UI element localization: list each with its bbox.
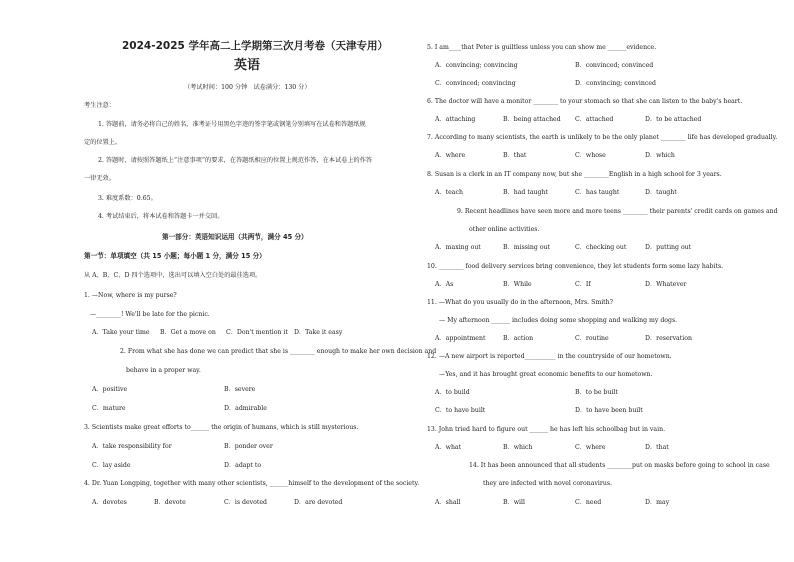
option-c: C．mature [92, 405, 126, 412]
question-stem: 14. It has been announced that all students ________put on masks before going to school in case [469, 462, 770, 469]
option-c: C．If [575, 281, 591, 288]
option-a: A．where [435, 152, 466, 159]
question-stem: 2. From what she has done we can predict that she is ________ enough to make her own decision and [120, 348, 437, 355]
option-d: D．reservation [645, 335, 692, 342]
notice-item-1: 1. 答题前，请务必将自己的姓名、准考证号用黑色字迹的签字笔或钢笔分别填写在试卷和答题纸规 [98, 121, 366, 128]
option-a: A．devotes [92, 499, 127, 506]
option-d: D．that [645, 444, 669, 451]
section1-heading: 第一节：单项填空（共 15 小题；每小题 1 分，满分 15 分） [84, 252, 266, 260]
option-c: C．where [575, 444, 606, 451]
question-stem: 10. ________ food delivery services bring convenience, they let students form some lazy habits. [427, 263, 724, 270]
exam-info: （考试时间：100 分钟 试卷满分：130 分） [184, 84, 311, 91]
option-b: B．convinced; convinced [575, 62, 654, 69]
option-a: A．take responsibility for [92, 443, 172, 450]
option-a: A．positive [92, 386, 128, 393]
option-b: B．which [503, 444, 533, 451]
option-d: D．convincing; convinced [575, 80, 656, 87]
notice-item-2-cont: 一律无效。 [84, 175, 115, 182]
option-b: B．action [503, 335, 534, 342]
option-a: A．to build [435, 389, 470, 396]
exam-title: 2024-2025 学年高二上学期第三次月考卷（天津专用） [122, 40, 388, 52]
option-b: B．severe [224, 386, 256, 393]
option-b: B．to be built [575, 389, 618, 396]
option-c: C．routine [575, 335, 609, 342]
question-stem: — My afternoon ______ includes doing some shopping and walking my dogs. [439, 317, 678, 324]
option-b: B．had taught [503, 189, 548, 196]
question-stem: —Yes, and it has brought great economic benefits to our hometown. [439, 371, 653, 378]
option-c: C．is devoted [224, 499, 267, 506]
option-a: A．shall [435, 499, 461, 506]
question-stem: 4. Dr. Yuan Longping, together with many other scientists, ______himself to the development of the society. [84, 480, 420, 487]
option-b: B．devote [154, 499, 186, 506]
notice-heading: 考生注意： [84, 102, 115, 109]
section1-instruction: 从 A、B、C、D 四个选项中，选出可以填入空白处的最佳选项。 [84, 272, 262, 279]
option-c: C．to have built [435, 407, 486, 414]
option-b: B．will [503, 499, 525, 506]
question-stem: 1. —Now, where is my purse? [84, 292, 177, 299]
notice-item-2: 2. 答题时，请按照答题纸上“注意事项”的要求，在答题纸相应的位置上规范作答，在本试卷上的作答 [98, 157, 373, 164]
notice-item-3: 3. 难度系数：0.65。 [98, 195, 157, 202]
question-stem: 3. Scientists make great efforts to______ the origin of humans, which is still mysterious. [84, 424, 359, 431]
option-b: B．While [503, 281, 532, 288]
option-a: A．Take your time [92, 329, 150, 336]
notice-item-4: 4. 考试结束后，将本试卷和答题卡一并交回。 [98, 213, 224, 220]
option-d: D．taught [645, 189, 677, 196]
option-a: A．convincing; convincing [435, 62, 518, 69]
question-stem: —________! We'll be late for the picnic. [90, 311, 210, 318]
option-d: D．may [645, 499, 670, 506]
question-stem: 8. Susan is a clerk in an IT company now, but she ________English in a high school for 3 years. [427, 171, 722, 178]
option-d: D．which [645, 152, 675, 159]
option-b: B．missing out [503, 244, 551, 251]
option-d: D．admirable [224, 405, 267, 412]
question-stem: 6. The doctor will have a monitor ________ to your stomach so that she can listen to the baby's heart. [427, 98, 743, 105]
option-a: A．As [435, 281, 454, 288]
question-stem: they are infected with novel coronavirus. [483, 480, 612, 487]
option-d: D．Take it easy [294, 329, 343, 336]
option-c: C．has taught [575, 189, 620, 196]
option-a: A．appointment [435, 335, 486, 342]
option-d: D．to have been built [575, 407, 643, 414]
option-b: B．being attached [503, 116, 561, 123]
option-a: A．maxing out [435, 244, 481, 251]
question-stem: behave in a proper way. [126, 367, 201, 374]
option-a: A．attaching [435, 116, 476, 123]
question-stem: other online activities. [469, 226, 540, 233]
option-c: C．checking out [575, 244, 627, 251]
option-d: D．to be attached [645, 116, 702, 123]
question-stem: 5. I am____that Peter is guiltless unless you can show me ______evidence. [427, 44, 657, 51]
option-c: C．attached [575, 116, 614, 123]
option-a: A．what [435, 444, 462, 451]
question-stem: 11. —What do you usually do in the afternoon, Mrs. Smith? [427, 299, 613, 306]
question-stem: 9. Recent headlines have seen more and more teens ________ their parents' credit cards on games and [457, 208, 778, 215]
option-b: B．that [503, 152, 527, 159]
question-stem: 13. John tried hard to figure out ______ he has left his schoolbag but in vain. [427, 426, 666, 433]
option-d: D．putting out [645, 244, 692, 251]
part1-heading: 第一部分：英语知识运用（共两节，满分 45 分） [162, 233, 308, 241]
option-c: C．lay aside [92, 462, 131, 469]
subject-title: 英语 [234, 58, 261, 73]
option-c: C．convinced; convincing [435, 80, 516, 87]
option-d: D．Whatever [645, 281, 687, 288]
question-stem: 12. —A new airport is reported__________ in the countryside of our hometown. [427, 353, 672, 360]
option-c: C．need [575, 499, 602, 506]
option-c: C．whose [575, 152, 606, 159]
option-b: B．Get a move on [160, 329, 216, 336]
notice-item-1-cont: 定的位置上。 [84, 139, 122, 146]
option-c: C．Don't mention it [226, 329, 288, 336]
option-b: B．ponder over [224, 443, 273, 450]
option-d: D．adapt to [224, 462, 262, 469]
option-d: D．are devoted [294, 499, 343, 506]
question-stem: 7. According to many scientists, the earth is unlikely to be the only planet ________ life has developed gradually. [427, 134, 778, 141]
option-a: A．teach [435, 189, 463, 196]
